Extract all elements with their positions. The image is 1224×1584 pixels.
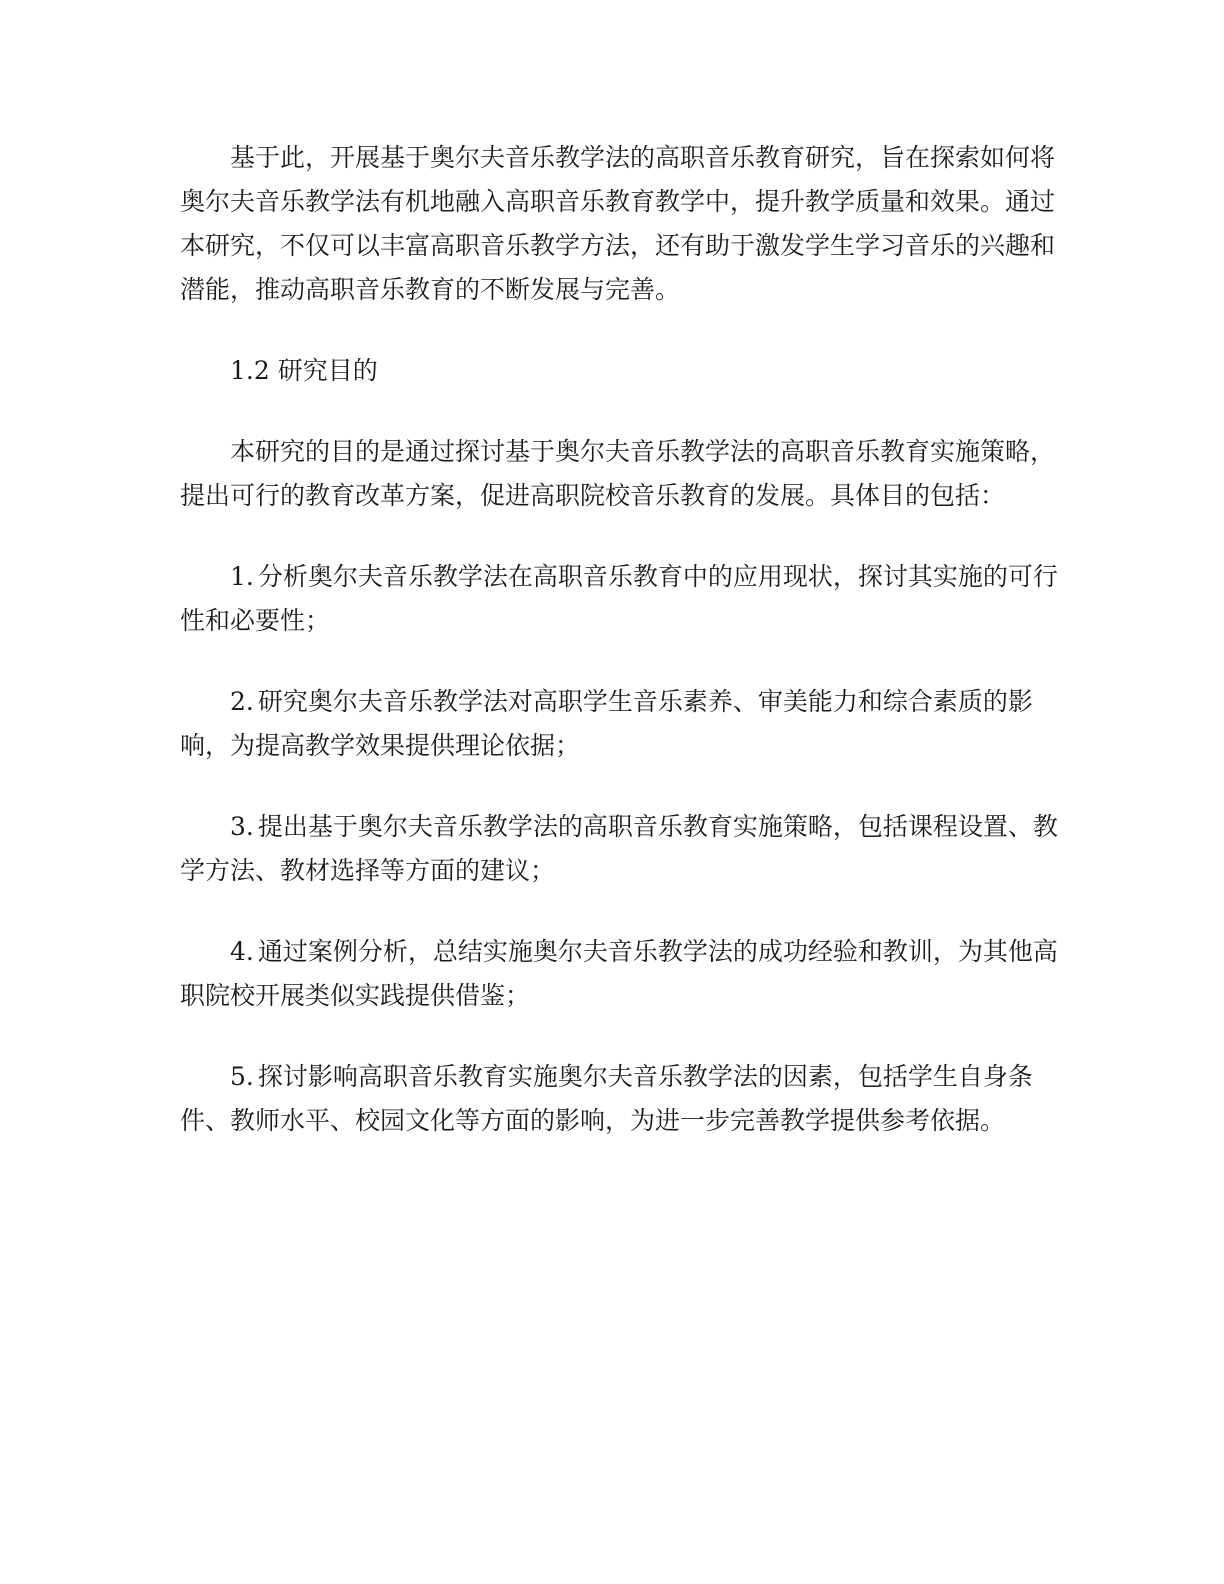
list-item bbox=[180, 555, 1060, 643]
list-item-number: 1. bbox=[230, 562, 254, 591]
list-item-number: 2. bbox=[230, 687, 254, 716]
purpose-paragraph: 本研究的目的是通过探讨基于奥尔夫音乐教学法的高职音乐教育实施策略，提出可行的教育改革方案，促进高职院校音乐教育的发展。具体目的包括： bbox=[180, 437, 1056, 510]
list-item-text: 提出基于奥尔夫音乐教学法的高职音乐教育实施策略，包括课程设置、教学方法、教材选择等方面的建议； bbox=[180, 812, 1058, 885]
document-body bbox=[180, 136, 1060, 1180]
section-heading: 1.2 研究目的 bbox=[230, 356, 378, 385]
list-item-number: 4. bbox=[230, 937, 254, 966]
list-item-number: 5. bbox=[230, 1062, 254, 1091]
list-item bbox=[180, 930, 1060, 1018]
intro-paragraph: 基于此，开展基于奥尔夫音乐教学法的高职音乐教育研究，旨在探索如何将奥尔夫音乐教学法有机地融入高职音乐教育教学中，提升教学质量和效果。通过本研究，不仅可以丰富高职音乐教学方法，还有助于激发学生学习音乐的兴趣和潜能，推动高职音乐教育的不断发展与完善。 bbox=[180, 143, 1056, 304]
list-item-number: 3. bbox=[230, 812, 254, 841]
list-item-text: 研究奥尔夫音乐教学法对高职学生音乐素养、审美能力和综合素质的影响，为提高教学效果提供理论依据； bbox=[180, 687, 1033, 760]
list-item-text: 分析奥尔夫音乐教学法在高职音乐教育中的应用现状，探讨其实施的可行性和必要性； bbox=[180, 562, 1058, 635]
list-item bbox=[180, 805, 1060, 893]
list-item bbox=[180, 1055, 1060, 1143]
list-item-text: 探讨影响高职音乐教育实施奥尔夫音乐教学法的因素，包括学生自身条件、教师水平、校园文化等方面的影响，为进一步完善教学提供参考依据。 bbox=[180, 1062, 1033, 1135]
list-item bbox=[180, 680, 1060, 768]
list-item-text: 通过案例分析，总结实施奥尔夫音乐教学法的成功经验和教训，为其他高职院校开展类似实践提供借鉴； bbox=[180, 937, 1058, 1010]
